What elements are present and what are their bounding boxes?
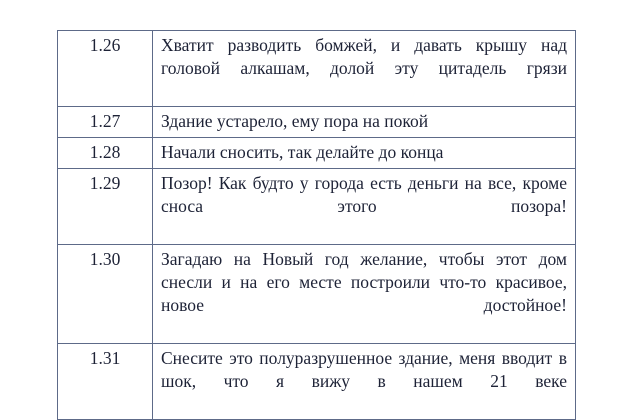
- row-text-cell: [153, 107, 576, 138]
- row-number-cell: 1.27: [58, 107, 153, 138]
- table-row: [58, 138, 576, 169]
- row-number-cell: 1.30: [58, 245, 153, 344]
- row-text-cell: [153, 344, 576, 420]
- table-container: [57, 30, 576, 420]
- comments-table: [57, 30, 576, 420]
- row-text: Загадаю на Новый год желание, чтобы этот дом снесли и на его месте построили что-то красивое, новое достойное!: [161, 249, 567, 315]
- table-row: [58, 107, 576, 138]
- row-text: Здание устарело, ему пора на покой: [161, 111, 429, 132]
- row-number-cell: 1.31: [58, 344, 153, 420]
- row-text: Позор! Как будто у города есть деньги на все, кроме сноса этого позора!: [161, 172, 567, 216]
- row-text-cell: [153, 138, 576, 169]
- table-row: [58, 344, 576, 420]
- row-text-cell: [153, 168, 576, 244]
- row-number-cell: 1.28: [58, 138, 153, 169]
- row-text: Хватит разводить бомжей, и давать крышу над головой алкашам, долой эту цитадель грязи: [161, 35, 567, 78]
- row-text: Снесите это полуразрушенное здание, меня вводит в шок, что я вижу в нашем 21 веке: [161, 348, 567, 391]
- table-row: [58, 245, 576, 344]
- row-text: Начали сносить, так делайте до конца: [161, 142, 444, 162]
- row-number-cell: 1.26: [58, 31, 153, 107]
- table-row: [58, 168, 576, 244]
- table-body: [58, 31, 576, 420]
- table-row: [58, 31, 576, 107]
- row-text-cell: [153, 31, 576, 107]
- row-text-cell: [153, 245, 576, 344]
- row-number-cell: 1.29: [58, 168, 153, 244]
